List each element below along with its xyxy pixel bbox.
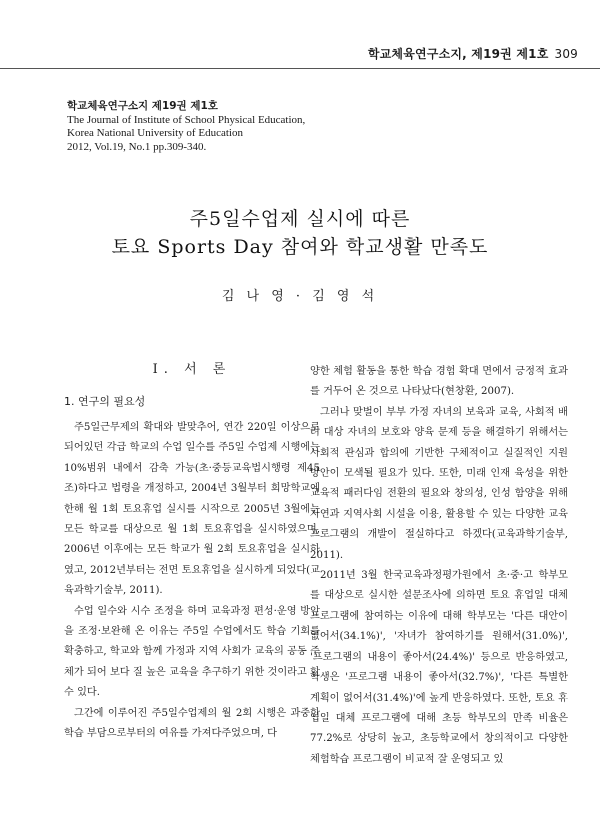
journal-line-2: Korea National University of Education [67,127,243,139]
journal-title-korean: 학교체육연구소지 제19권 제1호 [67,100,218,112]
paragraph: 양한 체험 활동을 통한 학습 경험 확대 면에서 긍정적 효과를 거두어 온 것으로 나타났다(현창환, 2007). [310,366,568,398]
paragraph: 그러나 맞벌이 부부 가정 자녀의 보육과 교육, 사회적 배려 대상 자녀의 보호와 양육 문제 등을 해결하기 위해서는 사회적 관심과 합의에 기반한 구체적이고 실질적인 지원 방안이 모색될 필요가 있다. 또한, 미래 인재 육성을 위한 교육적 패러다임 전환의 필요와 창의성, 인성 함양을 위해 자연과 지역사회 시설을 이용, 활용할 수 있는 다양한 교육프로그램의 개발이 절실하다고 하겠다(교육과학기술부, 2011). [310,406,568,561]
journal-line-3: 2012, Vol.19, No.1 pp.309-340. [67,140,207,153]
right-column [310,362,568,770]
section-heading: Ⅰ. 서 론 [152,362,232,377]
left-column [64,362,320,745]
paragraph: 그간에 이루어진 주5일수업제의 월 2회 시행은 과중한 학습 부담으로부터의 여유를 가져다주었으며, 다 [64,707,320,740]
article-title-line-2: 토요 Sports Day 참여와 학교생활 만족도 [111,236,489,258]
running-header [368,45,578,62]
paragraph: 주5일근무제의 확대와 발맞추어, 연간 220일 이상으로 되어있던 각급 학교의 수업 일수를 주5일 수업제 시행에는 10%범위 내에서 감축 가능(초·중등교육법시행령 제45조)하다고 법령을 개정하고, 2004년 3월부터 희망학교에 한해 월 1회 토요휴업 실시를 시작으로 2005년 3월에는 모든 학교를 대상으로 월 1회 토요휴업을 실시하였으며, 2006년 이후에는 모든 학교가 월 2회 토요휴업을 실시하였고, 2012년부터는 전면 토요휴업을 실시하게 되었다(교육과학기술부, 2011). [64,422,320,597]
subsection-heading: 1. 연구의 필요성 [64,395,146,408]
header-rule [0,68,600,69]
article-title-line-1: 주5일수업제 실시에 따른 [189,208,411,230]
running-header-title: 학교체육연구소지, 제19권 제1호 [367,47,549,61]
paragraph: 수업 일수와 시수 조정을 하며 교육과정 편성·운영 방안을 조정·보완해 온 이유는 주5일 수업에서도 학습 기회를 확충하고, 학교와 함께 가정과 지역 사회가 교육의 공동 주체가 되어 보다 질 높은 교육을 추구하기 위한 것이라고 할 수 있다. [64,605,320,699]
journal-line-1: The Journal of Institute of School Physical Education, [67,113,306,126]
page-number: 309 [554,47,578,61]
paragraph: 2011년 3월 한국교육과정평가원에서 초·중·고 학부모를 대상으로 실시한 설문조사에 의하면 토요 휴업일 대체 프로그램에 참여하는 이유에 대해 학부모는 '다른 대안이 없어서(34.1%)', '자녀가 참여하기를 원해서(31.0%)', '프로그램의 내용이 좋아서(24.4%)' 등으로 반응하였고, 학생은 '프로그램 내용이 좋아서(32.7%)', '다른 특별한 계획이 없어서(31.4%)'에 높게 반응하였다. 또한, 토요 휴업일 대체 프로그램에 대해 초등 학부모의 만족 비율은 77.2%로 상당히 높고, 초등학교에서 창의적이고 다양한 체험학습 프로그램이 비교적 잘 운영되고 있 [310,570,568,765]
authors: 김 나 영 · 김 영 석 [221,289,379,304]
journal-info [67,100,305,154]
